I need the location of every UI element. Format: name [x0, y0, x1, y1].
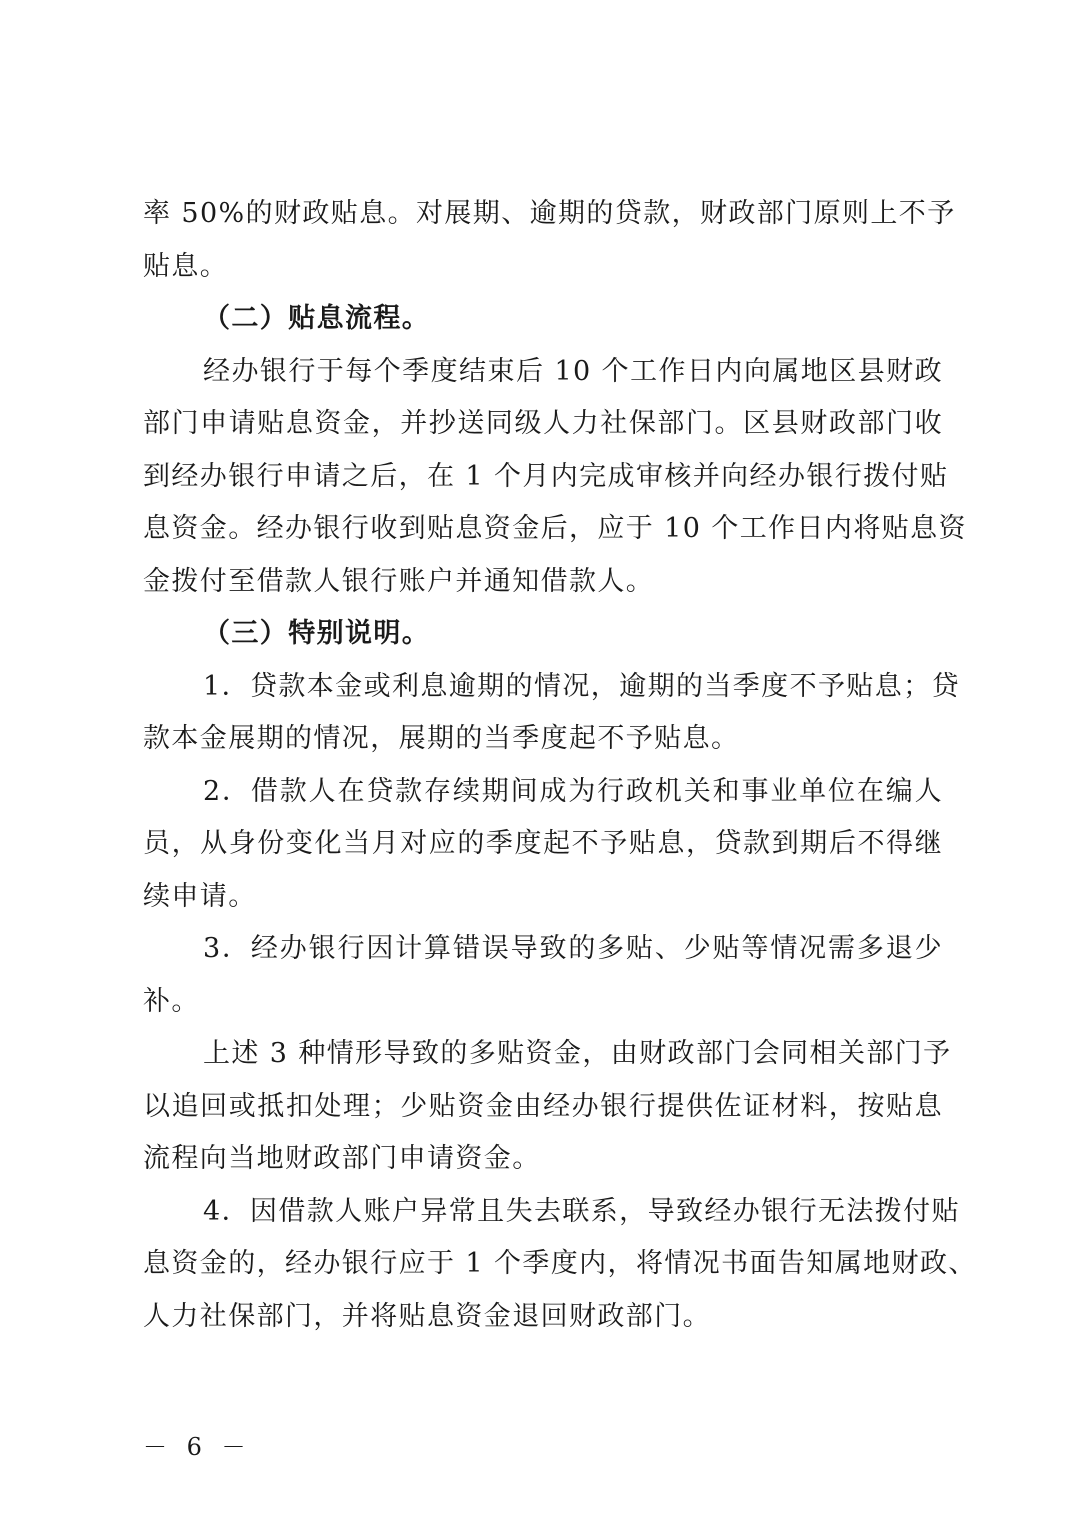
text-line: 到经办银行申请之后，在 1 个月内完成审核并向经办银行拨付贴 [143, 460, 949, 492]
text-line: 人力社保部门，并将贴息资金退回财政部门。 [143, 1300, 711, 1332]
text-line: 4．因借款人账户异常且失去联系，导致经办银行无法拨付贴 [203, 1195, 960, 1227]
text-line: 流程向当地财政部门申请资金。 [143, 1143, 541, 1174]
text-line: 部门申请贴息资金，并抄送同级人力社保部门。区县财政部门收 [143, 408, 943, 439]
text-line: 3．经办银行因计算错误导致的多贴、少贴等情况需多退少 [203, 933, 943, 964]
text-line: 率 50%的财政贴息。对展期、逾期的贷款，财政部门原则上不予 [143, 198, 956, 229]
text-line: 2．借款人在贷款存续期间成为行政机关和事业单位在编人 [203, 775, 943, 807]
text-line: 上述 3 种情形导致的多贴资金，由财政部门会同相关部门予 [203, 1038, 952, 1069]
text-line: 经办银行于每个季度结束后 10 个工作日内向属地区县财政 [203, 355, 943, 387]
text-line: 息资金。经办银行收到贴息资金后，应于 10 个工作日内将贴息资 [143, 513, 967, 544]
text-line: 贴息。 [143, 250, 229, 282]
text-line: 续申请。 [143, 880, 257, 912]
body-text [143, 188, 977, 1343]
text-line: 以追回或抵扣处理；少贴资金由经办银行提供佐证材料，按贴息 [143, 1090, 943, 1122]
text-line: 1．贷款本金或利息逾期的情况，逾期的当季度不予贴息；贷 [203, 670, 960, 702]
section-heading: （三）特别说明。 [203, 618, 431, 649]
text-line: 金拨付至借款人银行账户并通知借款人。 [143, 565, 655, 597]
text-line: 息资金的，经办银行应于 1 个季度内，将情况书面告知属地财政、 [143, 1248, 977, 1279]
text-line: 款本金展期的情况，展期的当季度起不予贴息。 [143, 723, 740, 754]
page-number: － 6 － [143, 1433, 252, 1461]
section-heading: （二）贴息流程。 [203, 303, 431, 334]
text-line: 员，从身份变化当月对应的季度起不予贴息，贷款到期后不得继 [143, 828, 943, 859]
text-line: 补。 [143, 985, 200, 1017]
